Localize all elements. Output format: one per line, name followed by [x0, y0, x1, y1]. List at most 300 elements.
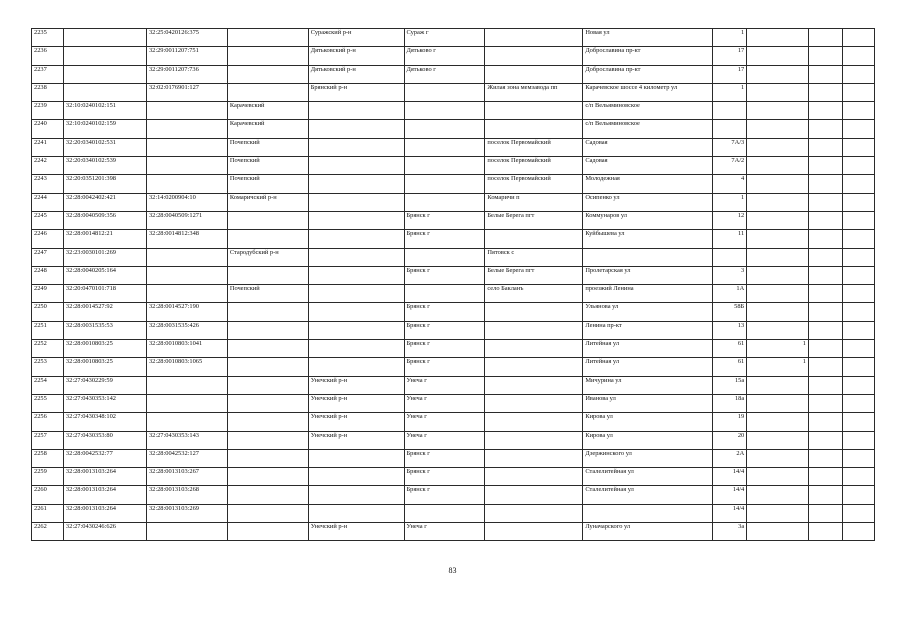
district-cell [227, 413, 308, 431]
locality-cell [485, 358, 583, 376]
house-number-cell: 7А/3 [713, 138, 747, 156]
district-cell: Карачевский [227, 102, 308, 120]
municipal-district-cell: Унечский р-н [308, 413, 404, 431]
building-cell: 1 [747, 358, 809, 376]
flat-cell [808, 413, 842, 431]
district-cell: Почепский [227, 157, 308, 175]
building-cell [747, 138, 809, 156]
extra-cell [842, 285, 874, 303]
cadastral-number-cell: 32:27:0430246:626 [63, 523, 146, 541]
house-number-cell: 2А [713, 449, 747, 467]
extra-cell [842, 47, 874, 65]
table-row [32, 285, 875, 303]
municipal-district-cell: Дятьковский р-н [308, 65, 404, 83]
street-cell: Иванова ул [583, 394, 713, 412]
municipal-district-cell [308, 285, 404, 303]
street-cell: Литейная ул [583, 358, 713, 376]
district-cell [227, 321, 308, 339]
row-number-cell: 2236 [32, 47, 64, 65]
street-cell: Ульянова ул [583, 303, 713, 321]
municipal-district-cell: Унечский р-н [308, 376, 404, 394]
locality-cell [485, 120, 583, 138]
row-number-cell: 2260 [32, 486, 64, 504]
building-cell [747, 523, 809, 541]
district-cell: Почепский [227, 138, 308, 156]
city-cell: Брянск г [404, 266, 485, 284]
parent-cadastral-number-cell [146, 138, 227, 156]
table-row [32, 431, 875, 449]
flat-cell [808, 266, 842, 284]
building-cell [747, 47, 809, 65]
municipal-district-cell [308, 193, 404, 211]
extra-cell [842, 394, 874, 412]
row-number-cell: 2244 [32, 193, 64, 211]
building-cell [747, 120, 809, 138]
house-number-cell: 7А/2 [713, 157, 747, 175]
parent-cadastral-number-cell: 32:28:0013103:268 [146, 486, 227, 504]
house-number-cell: 17 [713, 47, 747, 65]
city-cell [404, 157, 485, 175]
parent-cadastral-number-cell: 32:29:0011207:751 [146, 47, 227, 65]
municipal-district-cell [308, 175, 404, 193]
cadastral-number-cell: 32:28:0042402:421 [63, 193, 146, 211]
building-cell [747, 266, 809, 284]
row-number-cell: 2241 [32, 138, 64, 156]
cadastral-number-cell: 32:28:0014812:21 [63, 230, 146, 248]
flat-cell [808, 523, 842, 541]
district-cell: Почепский [227, 175, 308, 193]
flat-cell [808, 358, 842, 376]
flat-cell [808, 193, 842, 211]
locality-cell [485, 376, 583, 394]
locality-cell [485, 523, 583, 541]
district-cell [227, 266, 308, 284]
house-number-cell [713, 248, 747, 266]
locality-cell: Белые Берега пгт [485, 211, 583, 229]
parent-cadastral-number-cell [146, 266, 227, 284]
flat-cell [808, 285, 842, 303]
street-cell: Кирова ул [583, 431, 713, 449]
street-cell: Луначарского ул [583, 523, 713, 541]
table-row [32, 266, 875, 284]
parent-cadastral-number-cell: 32:02:0176901:127 [146, 83, 227, 101]
extra-cell [842, 303, 874, 321]
municipal-district-cell: Унечский р-н [308, 523, 404, 541]
row-number-cell: 2246 [32, 230, 64, 248]
street-cell: Пролетарская ул [583, 266, 713, 284]
flat-cell [808, 340, 842, 358]
flat-cell [808, 83, 842, 101]
building-cell [747, 65, 809, 83]
flat-cell [808, 486, 842, 504]
parent-cadastral-number-cell: 32:14:0200904:10 [146, 193, 227, 211]
flat-cell [808, 47, 842, 65]
district-cell [227, 29, 308, 47]
cadastral-number-cell: 32:20:0351201:398 [63, 175, 146, 193]
house-number-cell: 20 [713, 431, 747, 449]
building-cell [747, 504, 809, 522]
building-cell [747, 157, 809, 175]
table-row [32, 29, 875, 47]
building-cell [747, 486, 809, 504]
city-cell: Брянск г [404, 340, 485, 358]
extra-cell [842, 120, 874, 138]
district-cell [227, 523, 308, 541]
cadastral-number-cell: 32:20:0470101:718 [63, 285, 146, 303]
extra-cell [842, 65, 874, 83]
building-cell [747, 102, 809, 120]
extra-cell [842, 102, 874, 120]
locality-cell [485, 449, 583, 467]
house-number-cell: 14/4 [713, 504, 747, 522]
municipal-district-cell [308, 266, 404, 284]
building-cell [747, 193, 809, 211]
house-number-cell [713, 102, 747, 120]
district-cell [227, 431, 308, 449]
city-cell [404, 83, 485, 101]
house-number-cell: 11 [713, 230, 747, 248]
flat-cell [808, 175, 842, 193]
row-number-cell: 2245 [32, 211, 64, 229]
row-number-cell: 2235 [32, 29, 64, 47]
parent-cadastral-number-cell: 32:28:0014812:348 [146, 230, 227, 248]
locality-cell: Комаричи п [485, 193, 583, 211]
city-cell: Брянск г [404, 486, 485, 504]
extra-cell [842, 486, 874, 504]
locality-cell: поселок Первомайский [485, 157, 583, 175]
building-cell: 1 [747, 340, 809, 358]
district-cell [227, 211, 308, 229]
cadastral-number-cell: 32:28:0014527:92 [63, 303, 146, 321]
extra-cell [842, 321, 874, 339]
municipal-district-cell [308, 468, 404, 486]
city-cell [404, 175, 485, 193]
house-number-cell: 1 [713, 83, 747, 101]
city-cell [404, 193, 485, 211]
house-number-cell [713, 120, 747, 138]
flat-cell [808, 321, 842, 339]
cadastral-number-cell: 32:27:0430348:102 [63, 413, 146, 431]
cadastral-number-cell: 32:10:0240102:151 [63, 102, 146, 120]
table-row [32, 394, 875, 412]
extra-cell [842, 358, 874, 376]
municipal-district-cell [308, 248, 404, 266]
locality-cell: поселок Первомайский [485, 138, 583, 156]
cadastral-number-cell: 32:28:0010803:25 [63, 340, 146, 358]
flat-cell [808, 230, 842, 248]
house-number-cell: 58Б [713, 303, 747, 321]
street-cell: Ленина пр-кт [583, 321, 713, 339]
cadastral-number-cell: 32:28:0042532:77 [63, 449, 146, 467]
parent-cadastral-number-cell [146, 413, 227, 431]
locality-cell [485, 504, 583, 522]
house-number-cell: 17 [713, 65, 747, 83]
cadastral-number-cell: 32:28:0031535:53 [63, 321, 146, 339]
table-row [32, 157, 875, 175]
row-number-cell: 2250 [32, 303, 64, 321]
house-number-cell: 61 [713, 358, 747, 376]
municipal-district-cell [308, 340, 404, 358]
cadastral-number-cell: 32:20:0340102:539 [63, 157, 146, 175]
locality-cell: поселок Первомайский [485, 175, 583, 193]
parent-cadastral-number-cell: 32:28:0042532:127 [146, 449, 227, 467]
city-cell [404, 285, 485, 303]
locality-cell [485, 413, 583, 431]
flat-cell [808, 157, 842, 175]
house-number-cell: 13 [713, 321, 747, 339]
row-number-cell: 2255 [32, 394, 64, 412]
cadastral-number-cell: 32:20:0340102:531 [63, 138, 146, 156]
table-row [32, 486, 875, 504]
locality-cell [485, 230, 583, 248]
flat-cell [808, 120, 842, 138]
municipal-district-cell [308, 211, 404, 229]
row-number-cell: 2251 [32, 321, 64, 339]
building-cell [747, 431, 809, 449]
cadastral-number-cell: 32:27:0430353:80 [63, 431, 146, 449]
flat-cell [808, 468, 842, 486]
extra-cell [842, 431, 874, 449]
district-cell [227, 47, 308, 65]
city-cell: Дятьково г [404, 47, 485, 65]
building-cell [747, 376, 809, 394]
building-cell [747, 321, 809, 339]
parent-cadastral-number-cell: 32:28:0010803:1065 [146, 358, 227, 376]
table-row [32, 83, 875, 101]
row-number-cell: 2262 [32, 523, 64, 541]
street-cell: Молодежная [583, 175, 713, 193]
street-cell: Садовая [583, 157, 713, 175]
city-cell [404, 120, 485, 138]
house-number-cell: 1А [713, 285, 747, 303]
house-number-cell: 18а [713, 394, 747, 412]
row-number-cell: 2249 [32, 285, 64, 303]
street-cell: Садовая [583, 138, 713, 156]
table-row [32, 340, 875, 358]
extra-cell [842, 175, 874, 193]
table-row [32, 523, 875, 541]
table-row [32, 175, 875, 193]
extra-cell [842, 29, 874, 47]
parent-cadastral-number-cell [146, 175, 227, 193]
parent-cadastral-number-cell: 32:28:0014527:190 [146, 303, 227, 321]
parent-cadastral-number-cell [146, 523, 227, 541]
table-row [32, 47, 875, 65]
flat-cell [808, 102, 842, 120]
house-number-cell: 14/4 [713, 468, 747, 486]
extra-cell [842, 138, 874, 156]
municipal-district-cell [308, 157, 404, 175]
cadastral-number-cell: 32:28:0040509:356 [63, 211, 146, 229]
street-cell: Коммунаров ул [583, 211, 713, 229]
building-cell [747, 449, 809, 467]
municipal-district-cell [308, 504, 404, 522]
house-number-cell: 3а [713, 523, 747, 541]
municipal-district-cell: Унечский р-н [308, 394, 404, 412]
locality-cell [485, 340, 583, 358]
row-number-cell: 2247 [32, 248, 64, 266]
parent-cadastral-number-cell: 32:27:0430353:143 [146, 431, 227, 449]
municipal-district-cell [308, 230, 404, 248]
district-cell [227, 358, 308, 376]
city-cell: Дятьково г [404, 65, 485, 83]
row-number-cell: 2242 [32, 157, 64, 175]
parent-cadastral-number-cell [146, 376, 227, 394]
city-cell [404, 138, 485, 156]
city-cell: Унеча г [404, 413, 485, 431]
row-number-cell: 2237 [32, 65, 64, 83]
building-cell [747, 83, 809, 101]
locality-cell [485, 102, 583, 120]
house-number-cell: 14/4 [713, 486, 747, 504]
extra-cell [842, 157, 874, 175]
locality-cell [485, 394, 583, 412]
extra-cell [842, 468, 874, 486]
locality-cell [485, 321, 583, 339]
city-cell: Брянск г [404, 358, 485, 376]
extra-cell [842, 230, 874, 248]
parent-cadastral-number-cell: 32:25:0420126:375 [146, 29, 227, 47]
cadastral-number-cell: 32:28:0010803:25 [63, 358, 146, 376]
building-cell [747, 303, 809, 321]
municipal-district-cell [308, 120, 404, 138]
flat-cell [808, 449, 842, 467]
flat-cell [808, 303, 842, 321]
extra-cell [842, 523, 874, 541]
district-cell [227, 230, 308, 248]
flat-cell [808, 376, 842, 394]
table-row [32, 468, 875, 486]
street-cell: Сталелитейная ул [583, 486, 713, 504]
cadastral-number-cell: 32:23:0030101:269 [63, 248, 146, 266]
cadastral-number-cell: 32:28:0013103:264 [63, 504, 146, 522]
street-cell: Новая ул [583, 29, 713, 47]
city-cell: Брянск г [404, 303, 485, 321]
house-number-cell: 15а [713, 376, 747, 394]
parent-cadastral-number-cell [146, 102, 227, 120]
district-cell [227, 449, 308, 467]
table-row [32, 102, 875, 120]
table-row [32, 449, 875, 467]
house-number-cell: 12 [713, 211, 747, 229]
street-cell: Сталелитейная ул [583, 468, 713, 486]
city-cell [404, 504, 485, 522]
cadastral-number-cell [63, 47, 146, 65]
locality-cell [485, 468, 583, 486]
city-cell: Брянск г [404, 211, 485, 229]
building-cell [747, 468, 809, 486]
locality-cell: село Бакланъ [485, 285, 583, 303]
building-cell [747, 285, 809, 303]
table-row [32, 193, 875, 211]
street-cell: Осипенко ул [583, 193, 713, 211]
table-row [32, 138, 875, 156]
municipal-district-cell: Унечский р-н [308, 431, 404, 449]
locality-cell: Жилая зона мемзавода пп [485, 83, 583, 101]
house-number-cell: 1 [713, 29, 747, 47]
locality-cell [485, 65, 583, 83]
table-body [32, 29, 875, 541]
table-row [32, 413, 875, 431]
parent-cadastral-number-cell [146, 248, 227, 266]
flat-cell [808, 504, 842, 522]
street-cell: с/п Вельяминовское [583, 120, 713, 138]
table-row [32, 504, 875, 522]
table-row [32, 65, 875, 83]
parent-cadastral-number-cell [146, 120, 227, 138]
locality-cell: Пятовск с [485, 248, 583, 266]
district-cell: Стародубский р-н [227, 248, 308, 266]
row-number-cell: 2257 [32, 431, 64, 449]
building-cell [747, 248, 809, 266]
row-number-cell: 2253 [32, 358, 64, 376]
flat-cell [808, 65, 842, 83]
city-cell [404, 248, 485, 266]
cadastral-number-cell [63, 83, 146, 101]
extra-cell [842, 266, 874, 284]
row-number-cell: 2261 [32, 504, 64, 522]
building-cell [747, 230, 809, 248]
parent-cadastral-number-cell: 32:28:0031535:426 [146, 321, 227, 339]
municipal-district-cell [308, 358, 404, 376]
row-number-cell: 2252 [32, 340, 64, 358]
city-cell: Унеча г [404, 431, 485, 449]
city-cell: Унеча г [404, 394, 485, 412]
row-number-cell: 2259 [32, 468, 64, 486]
parent-cadastral-number-cell: 32:28:0040509:1271 [146, 211, 227, 229]
row-number-cell: 2243 [32, 175, 64, 193]
table-row [32, 376, 875, 394]
street-cell: Кирова ул [583, 413, 713, 431]
parent-cadastral-number-cell: 32:28:0013103:267 [146, 468, 227, 486]
municipal-district-cell [308, 303, 404, 321]
cadastral-number-cell [63, 29, 146, 47]
flat-cell [808, 248, 842, 266]
city-cell: Унеча г [404, 523, 485, 541]
locality-cell [485, 29, 583, 47]
district-cell [227, 468, 308, 486]
city-cell: Сураж г [404, 29, 485, 47]
flat-cell [808, 394, 842, 412]
house-number-cell: 1 [713, 193, 747, 211]
table-row [32, 120, 875, 138]
district-cell [227, 394, 308, 412]
city-cell [404, 102, 485, 120]
row-number-cell: 2248 [32, 266, 64, 284]
municipal-district-cell [308, 486, 404, 504]
table-row [32, 303, 875, 321]
extra-cell [842, 193, 874, 211]
row-number-cell: 2239 [32, 102, 64, 120]
district-cell: Карачевский [227, 120, 308, 138]
row-number-cell: 2256 [32, 413, 64, 431]
locality-cell: Белые Берега пгт [485, 266, 583, 284]
city-cell: Брянск г [404, 449, 485, 467]
flat-cell [808, 431, 842, 449]
city-cell: Унеча г [404, 376, 485, 394]
table-row [32, 321, 875, 339]
table-row [32, 358, 875, 376]
building-cell [747, 394, 809, 412]
building-cell [747, 175, 809, 193]
municipal-district-cell: Брянский р-н [308, 83, 404, 101]
locality-cell [485, 431, 583, 449]
district-cell [227, 504, 308, 522]
extra-cell [842, 211, 874, 229]
locality-cell [485, 303, 583, 321]
extra-cell [842, 83, 874, 101]
street-cell: проезжий Ленина [583, 285, 713, 303]
